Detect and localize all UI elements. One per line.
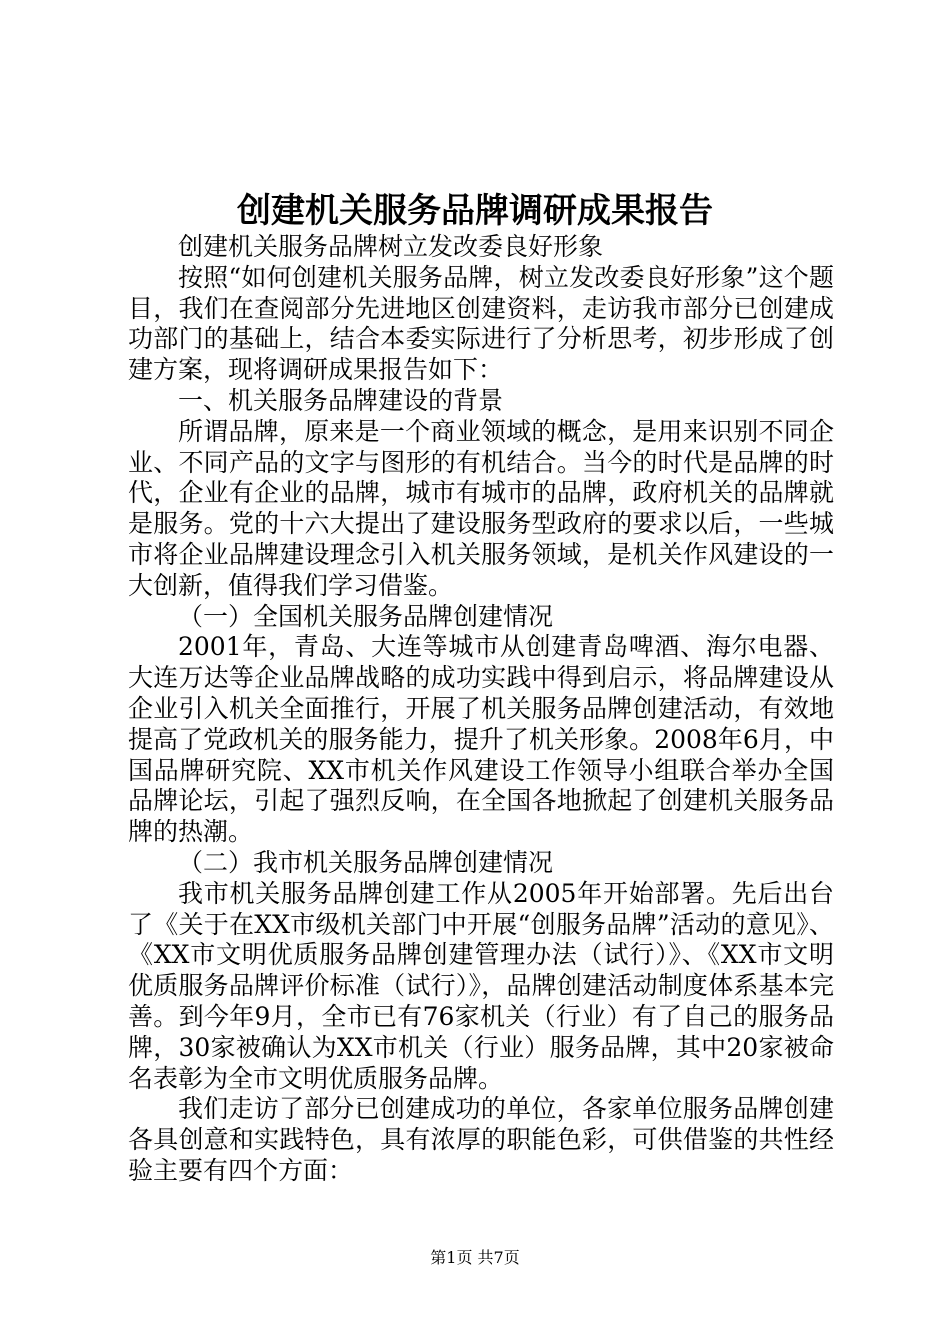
- heading-subsection-2: （二）我市机关服务品牌创建情况: [178, 847, 554, 877]
- paragraph-national-situation: 2001年，青岛、大连等城市从创建青岛啤酒、海尔电器、大连万达等企业品牌战略的成功实践中得到启示，将品牌建设从企业引入机关全面推行，开展了机关服务品牌创建活动，有效地提高了党政机关的服务能力，提升了机关形象。2008年6月，中国品牌研究院、XX市机关作风建设工作领导小组联合举办全国品牌论坛，引起了强烈反响，在全国各地掀起了创建机关服务品牌的热潮。: [128, 632, 834, 847]
- heading-section-1: 一、机关服务品牌建设的背景: [178, 385, 504, 415]
- paragraph-visit-findings: 我们走访了部分已创建成功的单位，各家单位服务品牌创建各具创意和实践特色，具有浓厚的职能色彩，可供借鉴的共性经验主要有四个方面：: [128, 1094, 834, 1185]
- paragraph-brand-concept: 所谓品牌，原来是一个商业领域的概念，是用来识别不同企业、不同产品的文字与图形的有机结合。当今的时代是品牌的时代，企业有企业的品牌，城市有城市的品牌，政府机关的品牌就是服务。党的十六大提出了建设服务型政府的要求以后，一些城市将企业品牌建设理念引入机关服务领域，是机关作风建设的一大创新，值得我们学习借鉴。: [128, 416, 834, 600]
- document-body: [128, 232, 834, 1187]
- paragraph-city-situation: 我市机关服务品牌创建工作从2005年开始部署。先后出台了《关于在XX市级机关部门中开展“创服务品牌”活动的意见》、《XX市文明优质服务品牌创建管理办法（试行）》、《XX市文明优质服务品牌评价标准（试行）》，品牌创建活动制度体系基本完善。到今年9月，全市已有76家机关（行业）有了自己的服务品牌，30家被确认为XX市机关（行业）服务品牌，其中20家被命名表彰为全市文明优质服务品牌。: [128, 878, 834, 1093]
- heading-subsection-1: （一）全国机关服务品牌创建情况: [178, 601, 554, 631]
- page-number-footer: 第1页 共7页: [430, 1248, 520, 1267]
- paragraph-intro: 按照“如何创建机关服务品牌，树立发改委良好形象”这个题目，我们在查阅部分先进地区创建资料，走访我市部分已创建成功部门的基础上，结合本委实际进行了分析思考，初步形成了创建方案，现将调研成果报告如下：: [128, 262, 834, 385]
- paragraph-subtitle: 创建机关服务品牌树立发改委良好形象: [178, 232, 604, 261]
- document-title: 创建机关服务品牌调研成果报告: [237, 191, 713, 231]
